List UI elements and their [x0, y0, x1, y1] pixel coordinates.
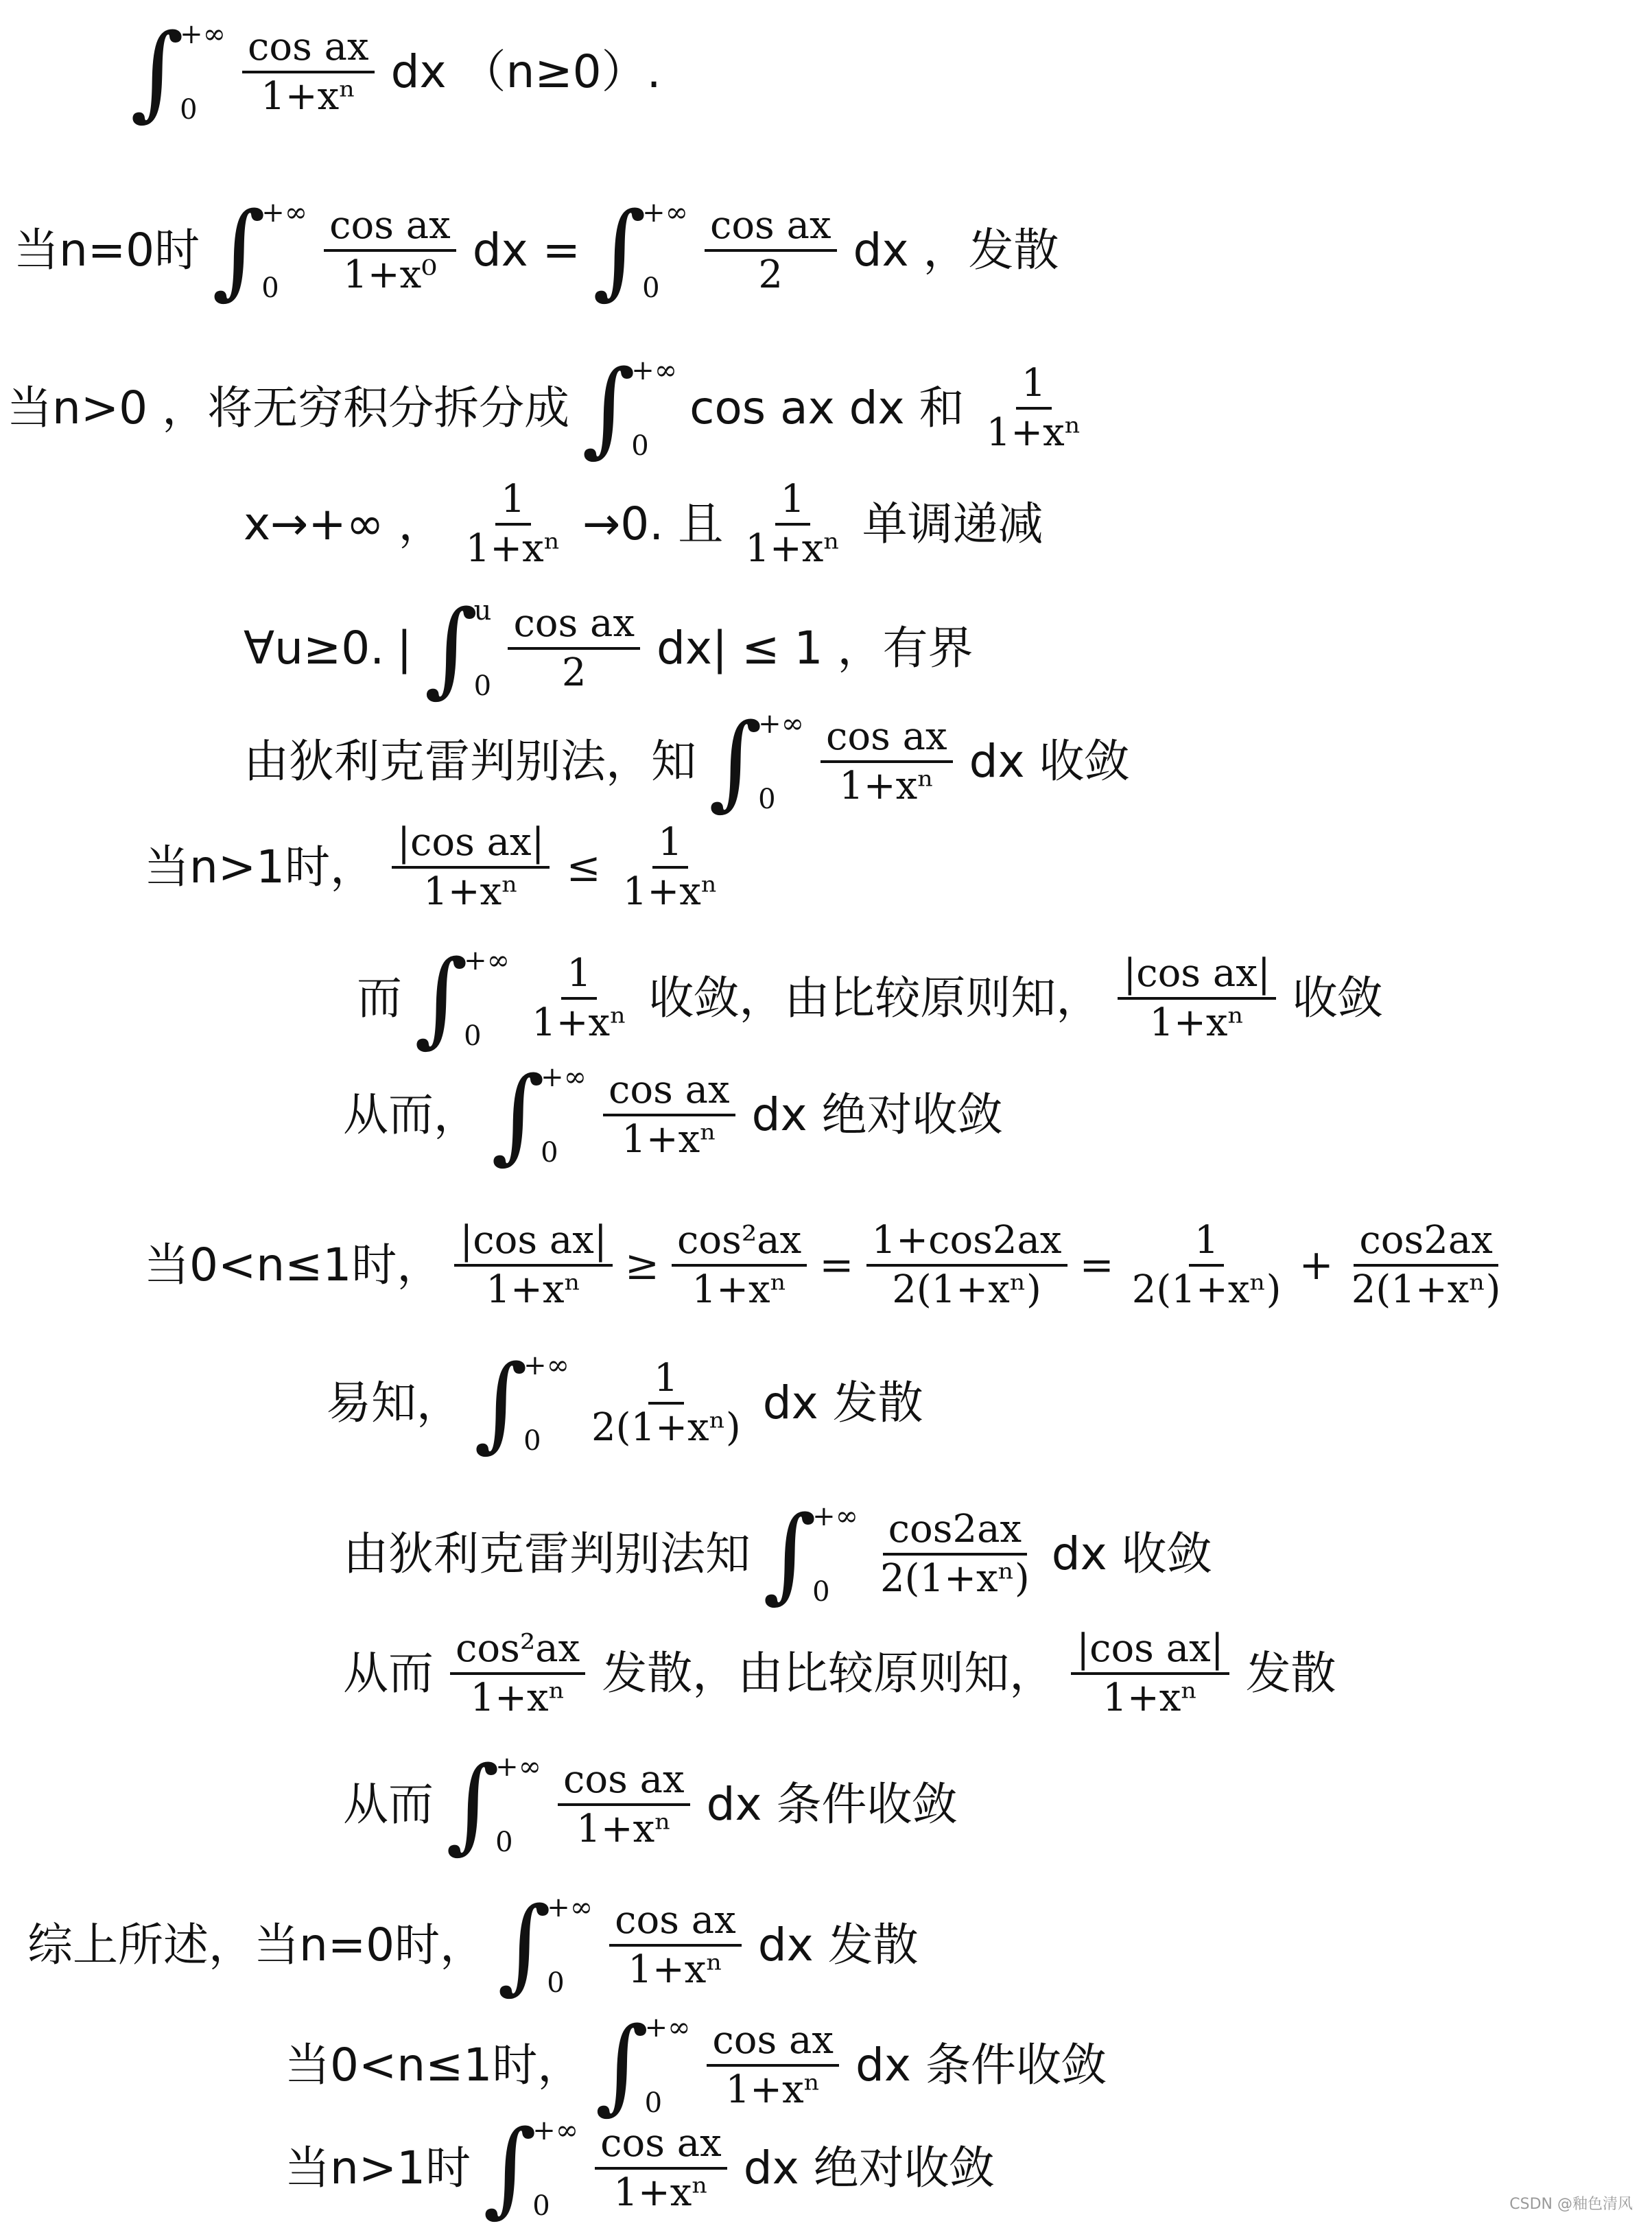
- fraction: [875, 1507, 1035, 1601]
- numerator: |cos ax|: [1071, 1630, 1229, 1675]
- line-text: 收敛，由比较原则知，: [648, 972, 1102, 1024]
- numerator: cos ax: [603, 1071, 735, 1116]
- numerator: 1: [561, 954, 597, 1000]
- line-text: 收敛: [1292, 972, 1383, 1024]
- fraction: [450, 1626, 585, 1720]
- upper-limit: +∞: [180, 19, 226, 50]
- fraction: [617, 820, 723, 914]
- numerator: 1: [1189, 1221, 1225, 1267]
- dirichlet-cos2ax: [343, 1494, 1212, 1614]
- line-text: dx ，发散: [853, 224, 1059, 277]
- integral: [414, 939, 510, 1058]
- operator: +: [1299, 1241, 1334, 1289]
- line-text: dx 收敛: [1051, 1527, 1212, 1580]
- integral-sign: ∫: [483, 2109, 537, 2228]
- integral-sign: ∫: [130, 12, 185, 132]
- denominator: 2(1+xⁿ): [880, 1556, 1030, 1601]
- comparison-convergence: [357, 939, 1383, 1058]
- lower-limit: 0: [532, 2190, 550, 2222]
- integral: [130, 12, 226, 132]
- fraction: [707, 2018, 839, 2112]
- fraction: [595, 2121, 727, 2215]
- integral: [763, 1494, 858, 1614]
- fraction: [866, 1218, 1067, 1312]
- dirichlet-convergence: [244, 702, 1130, 821]
- numerator: 1: [1016, 364, 1052, 410]
- numerator: cos²ax: [672, 1221, 807, 1267]
- fraction: [508, 601, 640, 695]
- numerator: |cos ax|: [454, 1221, 612, 1267]
- line-prefix: 当n=0时: [14, 224, 200, 277]
- fraction: [392, 820, 550, 914]
- upper-limit: +∞: [261, 197, 308, 228]
- integral-sign: ∫: [592, 191, 647, 310]
- operator: =: [819, 1241, 854, 1289]
- upper-limit: +∞: [464, 945, 510, 976]
- summary-n-zero: [27, 1886, 919, 2005]
- denominator: 1+xⁿ: [745, 526, 840, 571]
- lower-limit: 0: [261, 272, 279, 304]
- line-text: dx 发散: [757, 1919, 919, 1971]
- line-prefix: 当n>1时，: [144, 841, 376, 893]
- fraction: [586, 1356, 746, 1450]
- denominator: 1+xⁿ: [839, 764, 934, 808]
- case-n-positive: [7, 349, 1091, 468]
- integral: [491, 1055, 587, 1175]
- fraction: [460, 477, 566, 571]
- lower-limit: 0: [644, 2087, 663, 2119]
- lower-limit: 0: [541, 1137, 558, 1169]
- integral: [212, 191, 308, 310]
- upper-limit: +∞: [644, 2012, 691, 2043]
- denominator: 1+xⁿ: [1102, 1676, 1198, 1720]
- operator: =: [1079, 1241, 1114, 1289]
- fraction: [1346, 1218, 1507, 1312]
- fraction: [981, 361, 1087, 455]
- denominator: 1+xⁿ: [1149, 1000, 1244, 1045]
- upper-limit: +∞: [642, 197, 688, 228]
- lower-limit: 0: [180, 94, 198, 126]
- denominator: 1+xⁿ: [613, 2170, 709, 2215]
- fraction: [609, 1898, 742, 1992]
- line-text: 发散，由比较原则知，: [602, 1647, 1055, 1700]
- line-prefix: 由狄利克雷判别法知: [343, 1527, 751, 1580]
- integral-sign: ∫: [497, 1886, 552, 2005]
- line-text: dx 条件收敛: [856, 2039, 1107, 2091]
- integral-sign: ∫: [763, 1494, 817, 1614]
- line-prefix: 从而，: [343, 1088, 479, 1141]
- line-text: dx 收敛: [969, 735, 1130, 788]
- lower-limit: 0: [631, 430, 649, 462]
- line-text: 发散: [1245, 1647, 1336, 1700]
- integral: [582, 349, 678, 468]
- line-text: dx 绝对收敛: [751, 1088, 1003, 1141]
- integral-sign: ∫: [424, 589, 478, 708]
- watermark: CSDN @釉色清风: [1509, 2196, 1633, 2213]
- operator: ≥: [624, 1241, 660, 1289]
- numerator: |cos ax|: [1118, 954, 1275, 1000]
- integral: [592, 191, 688, 310]
- line-prefix: 从而: [343, 1647, 434, 1700]
- denominator: 1+xⁿ: [576, 1807, 672, 1851]
- numerator: 1+cos2ax: [866, 1221, 1067, 1267]
- upper-limit: +∞: [631, 355, 678, 386]
- fraction: [740, 477, 845, 571]
- integral-sign: ∫: [709, 702, 763, 821]
- lower-limit: 0: [812, 1576, 830, 1608]
- denominator: 2: [561, 650, 587, 695]
- integral: [595, 2006, 691, 2125]
- denominator: 1+xⁿ: [465, 526, 560, 571]
- line-prefix: 综上所述，当n=0时，: [27, 1919, 486, 1971]
- line-prefix: 当n>0 ，将无穷积分拆分成: [7, 382, 570, 434]
- denominator: 1+xⁿ: [622, 1117, 717, 1162]
- numerator: cos ax: [609, 1901, 742, 1947]
- numerator: 1: [775, 480, 811, 526]
- line-prefix: 易知，: [326, 1376, 462, 1429]
- numerator: cos ax: [324, 207, 456, 252]
- integral-sign: ∫: [414, 939, 469, 1058]
- integral-sign: ∫: [212, 191, 266, 310]
- upper-limit: +∞: [541, 1062, 587, 1093]
- line-text: dx 发散: [762, 1376, 923, 1429]
- fraction: [705, 203, 837, 297]
- fraction: [558, 1757, 690, 1851]
- line-text: dx 条件收敛: [706, 1778, 958, 1831]
- numerator: cos ax: [821, 718, 953, 763]
- fraction: [603, 1068, 735, 1162]
- upper-limit: +∞: [812, 1501, 858, 1532]
- numerator: cos ax: [558, 1761, 690, 1806]
- fraction: [1118, 951, 1275, 1045]
- line-text: dx| ≤ 1 ，有界: [657, 622, 974, 675]
- fraction: [1071, 1626, 1229, 1720]
- bounded-integral: [244, 589, 974, 708]
- upper-limit: u: [473, 595, 492, 626]
- denominator: 1+xⁿ: [986, 410, 1081, 455]
- numerator: cos2ax: [883, 1510, 1027, 1556]
- divergent-part: [326, 1344, 923, 1463]
- integral-sign: ∫: [582, 349, 636, 468]
- fraction: [672, 1218, 807, 1312]
- integral: [474, 1344, 569, 1463]
- lower-limit: 0: [547, 1967, 565, 1999]
- integral: [497, 1886, 593, 2005]
- integral: [446, 1745, 541, 1864]
- line-prefix: 当0<n≤1时，: [144, 1239, 442, 1291]
- denominator: 2(1+xⁿ): [1131, 1267, 1282, 1312]
- line-text: cos ax dx 和: [689, 382, 965, 434]
- monotone-decreasing: [244, 477, 1043, 571]
- denominator: 2: [758, 253, 783, 297]
- numerator: 1: [652, 823, 688, 869]
- line-prefix: 当n>1时: [285, 2142, 471, 2194]
- line-prefix: x→+∞ ，: [244, 497, 444, 550]
- numerator: cos ax: [595, 2124, 727, 2170]
- line-prefix: 由狄利克雷判别法，知: [244, 735, 696, 788]
- line-text: 单调递减: [862, 497, 1043, 550]
- fraction: [526, 951, 632, 1045]
- denominator: 1+xⁿ: [725, 2067, 821, 2112]
- denominator: 1+x⁰: [343, 253, 437, 297]
- case-n-between-zero-one: [144, 1218, 1510, 1312]
- line-prefix: 而: [357, 972, 402, 1024]
- summary-n-between-zero-one: [285, 2006, 1107, 2125]
- lower-limit: 0: [464, 1020, 482, 1052]
- fraction: [1126, 1218, 1287, 1312]
- conditional-convergence: [343, 1745, 958, 1864]
- integral: [709, 702, 804, 821]
- case-n-greater-one: [144, 820, 727, 914]
- integral: [483, 2109, 579, 2228]
- line-text: →0. 且: [582, 497, 724, 550]
- numerator: cos ax: [705, 207, 837, 252]
- upper-limit: +∞: [523, 1350, 569, 1381]
- denominator: 1+xⁿ: [423, 869, 519, 914]
- fraction: [821, 714, 953, 808]
- integral-sign: ∫: [491, 1055, 545, 1175]
- denominator: 1+xⁿ: [628, 1947, 723, 1992]
- comparison-divergence: [343, 1626, 1336, 1720]
- line-prefix: 从而: [343, 1778, 434, 1831]
- line-prefix: 当0<n≤1时，: [285, 2039, 583, 2091]
- line-text: dx 绝对收敛: [743, 2142, 995, 2194]
- upper-limit: +∞: [547, 1892, 593, 1923]
- denominator: 1+xⁿ: [486, 1267, 581, 1312]
- lower-limit: 0: [523, 1425, 541, 1457]
- upper-limit: +∞: [758, 708, 804, 740]
- integral-sign: ∫: [595, 2006, 649, 2125]
- denominator: 2(1+xⁿ): [1351, 1267, 1501, 1312]
- integral-sign: ∫: [446, 1745, 500, 1864]
- upper-limit: +∞: [532, 2115, 579, 2146]
- integral-sign: ∫: [474, 1344, 528, 1463]
- line-text: dx （n≥0）.: [390, 45, 661, 98]
- denominator: 1+xⁿ: [622, 869, 718, 914]
- line-text: dx =: [472, 224, 580, 277]
- numerator: cos ax: [242, 28, 375, 73]
- denominator: 2(1+xⁿ): [591, 1405, 741, 1450]
- denominator: 2(1+xⁿ): [892, 1267, 1041, 1312]
- numerator: cos²ax: [450, 1630, 585, 1675]
- upper-limit: +∞: [495, 1751, 541, 1783]
- lower-limit: 0: [642, 272, 660, 304]
- numerator: cos2ax: [1354, 1221, 1498, 1267]
- lower-limit: 0: [758, 784, 776, 815]
- lower-limit: 0: [473, 670, 492, 702]
- problem-statement: [130, 12, 661, 132]
- line-prefix: ∀u≥0.: [244, 622, 385, 675]
- fraction: [454, 1218, 612, 1312]
- numerator: 1: [648, 1359, 684, 1405]
- fraction: [242, 25, 375, 119]
- integral: [424, 589, 492, 708]
- absolute-convergence: [343, 1055, 1003, 1175]
- summary-n-greater-one: [285, 2109, 995, 2228]
- numerator: |cos ax|: [392, 823, 550, 869]
- numerator: cos ax: [707, 2021, 839, 2067]
- denominator: 1+xⁿ: [470, 1676, 565, 1720]
- numerator: 1: [495, 480, 531, 526]
- case-n-zero: [14, 191, 1059, 310]
- operator: ≤: [566, 843, 601, 891]
- abs-bar: |: [397, 622, 412, 675]
- denominator: 1+xⁿ: [261, 74, 356, 119]
- numerator: cos ax: [508, 605, 640, 650]
- fraction: [324, 203, 456, 297]
- denominator: 1+xⁿ: [692, 1267, 787, 1312]
- lower-limit: 0: [495, 1827, 513, 1858]
- denominator: 1+xⁿ: [532, 1000, 627, 1045]
